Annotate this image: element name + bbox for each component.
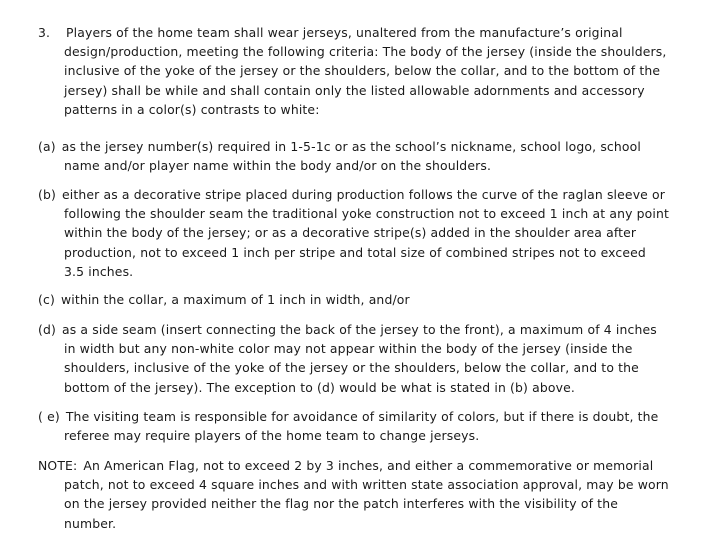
item-d-text: as a side seam (insert connecting the back of the jersey to the front), a maximum of 4 inches in width but any non-white color may not appear within the body of the jersey (inside the shoulders, inclusive of the yoke of the jersey or the shoulders, below the collar, and to the bottom of the jersey). The exception to (d) would be what is stated in (b) above.	[61, 322, 657, 395]
rule-3-paragraph	[38, 23, 670, 119]
item-c-label: (c)	[38, 292, 55, 307]
note-label: NOTE:	[38, 458, 78, 473]
rule-3-number: 3.	[38, 25, 51, 40]
item-c-text: within the collar, a maximum of 1 inch in width, and/or	[60, 292, 410, 307]
item-b-text: either as a decorative stripe placed during production follows the curve of the raglan sleeve or following the shoulder seam the traditional yoke construction not to exceed 1 inch at any point within the body of the jersey; or as a decorative stripe(s) added in the shoulder area after production, not to exceed 1 inch per stripe and total size of combined stripes not to exceed 3.5 inches.	[61, 187, 670, 279]
item-e-text: The visiting team is responsible for avoidance of similarity of colors, but if there is doubt, the referee may require players of the home team to change jerseys.	[64, 409, 659, 444]
note-paragraph	[38, 456, 670, 533]
item-c-paragraph	[38, 290, 670, 309]
item-b-paragraph	[38, 185, 670, 281]
item-b-label: (b)	[38, 187, 56, 202]
item-d-paragraph	[38, 320, 670, 397]
item-a-paragraph	[38, 137, 670, 175]
item-e-paragraph	[38, 407, 670, 445]
item-a-label: (a)	[38, 139, 56, 154]
item-a-text: as the jersey number(s) required in 1-5-1c or as the school’s nickname, school logo, school name and/or player name within the body and/or on the shoulders.	[61, 139, 641, 174]
rule-3-text: Players of the home team shall wear jerseys, unaltered from the manufacture’s original design/production, meeting the following criteria: The body of the jersey (inside the shoulders, inclusive of the yoke of the jersey or the shoulders, below the collar, and to the bottom of the jersey) shall be while and shall contain only the listed allowable adornments and accessory patterns in a color(s) contrasts to white:	[64, 25, 667, 117]
item-d-label: (d)	[38, 322, 56, 337]
item-e-label: ( e)	[38, 409, 60, 424]
note-text: An American Flag, not to exceed 2 by 3 inches, and either a commemorative or memorial patch, not to exceed 4 square inches and with written state association approval, may be worn on the jersey provided neither the flag nor the patch interferes with the visibility of the number.	[64, 458, 669, 531]
